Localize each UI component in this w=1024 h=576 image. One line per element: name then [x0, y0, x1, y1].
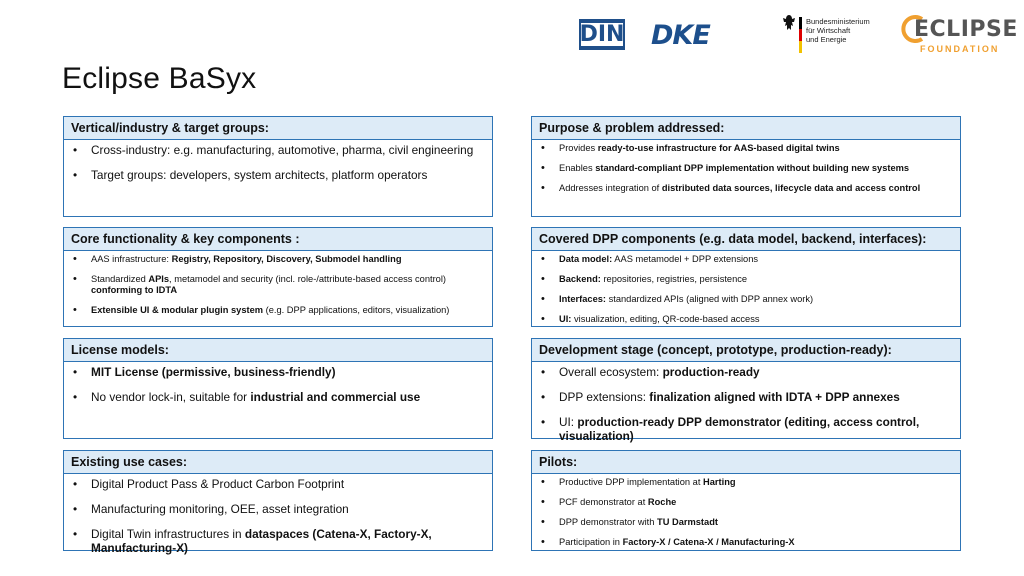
bullet-text-bold: MIT License (permissive, business-friendly): [91, 365, 336, 379]
existing-use-cases-box: [63, 450, 493, 555]
bullet-list: [64, 362, 492, 404]
bullet-item: [539, 274, 952, 285]
bullet-text: Manufacturing monitoring, OEE, asset integration: [91, 502, 349, 516]
bullet-item: [71, 477, 484, 491]
eclipse-logo-subtext: FOUNDATION: [920, 44, 1000, 54]
bullet-text: UI:: [559, 415, 578, 429]
bullet-list: [532, 362, 960, 443]
bullet-list: [532, 474, 960, 548]
bullet-text: Provides: [559, 143, 598, 153]
bullet-text-bold: industrial and commercial use: [250, 390, 421, 404]
bullet-text: AAS infrastructure:: [91, 254, 172, 264]
bullet-text: No vendor lock-in, suitable for: [91, 390, 251, 404]
box-heading: Existing use cases:: [64, 451, 492, 474]
bullet-text-bold: conforming to IDTA: [91, 285, 178, 295]
bmwi-logo: [782, 14, 882, 54]
bullet-text-bold: Registry, Repository, Discovery, Submodel handling: [171, 254, 402, 264]
bullet-text-bold: Factory-X / Catena-X / Manufacturing-X: [622, 537, 795, 547]
bullet-item: [539, 143, 952, 154]
bullet-item: [71, 254, 484, 265]
bullet-text-bold: TU Darmstadt: [657, 517, 718, 527]
box-heading: License models:: [64, 339, 492, 362]
bullet-text-bold: UI:: [559, 314, 572, 324]
bullet-text-bold: Backend:: [559, 274, 601, 284]
german-flag-bar: [799, 17, 802, 53]
bullet-text: , metamodel and security (incl. role-/attribute-based access control): [169, 274, 447, 284]
box-heading: Pilots:: [532, 451, 960, 474]
bullet-text: PCF demonstrator at: [559, 497, 648, 507]
box-heading: Purpose & problem addressed:: [532, 117, 960, 140]
bullet-text: standardized APIs (aligned with DPP annex work): [606, 294, 814, 304]
bullet-item: [539, 254, 952, 265]
license-models-box: [63, 338, 493, 439]
core-functionality-box: [63, 227, 493, 327]
bullet-list: [64, 251, 492, 316]
bullet-text: repositories, registries, persistence: [600, 274, 748, 284]
box-heading: Covered DPP components (e.g. data model, backend, interfaces):: [532, 228, 960, 251]
eclipse-foundation-logo: [900, 14, 1018, 56]
bullet-text: Digital Product Pass & Product Carbon Footprint: [91, 477, 345, 491]
vertical-industry-box: [63, 116, 493, 217]
bullet-text-bold: ready-to-use infrastructure for AAS-based digital twins: [597, 143, 840, 153]
partner-logos: [0, 10, 1024, 60]
bullet-item: [71, 390, 484, 404]
bullet-text: visualization, editing, QR-code-based access: [571, 314, 760, 324]
bullet-item: [539, 163, 952, 174]
bullet-item: [539, 294, 952, 305]
bullet-item: [539, 497, 952, 508]
bullet-text: Digital Twin infrastructures in: [91, 527, 245, 541]
bullet-item: [539, 517, 952, 528]
page-title: Eclipse BaSyx: [62, 62, 257, 95]
bullet-text-bold: standard-compliant DPP implementation without building new systems: [595, 163, 910, 173]
bullet-item: [71, 143, 484, 157]
bullet-text: Target groups: developers, system architects, platform operators: [91, 168, 428, 182]
bullet-text-bold: Interfaces:: [559, 294, 607, 304]
bullet-text: Overall ecosystem:: [559, 365, 663, 379]
bullet-text: Cross-industry: e.g. manufacturing, automotive, pharma, civil engineering: [91, 143, 474, 157]
eagle-icon: [782, 14, 796, 32]
covered-dpp-box: [531, 227, 961, 327]
box-heading: Core functionality & key components :: [64, 228, 492, 251]
bullet-list: [532, 140, 960, 194]
eclipse-logo-text: ECLIPSE: [914, 17, 1018, 42]
bullet-text-bold: production-ready: [662, 365, 760, 379]
purpose-box: [531, 116, 961, 217]
bullet-text: AAS metamodel + DPP extensions: [612, 254, 759, 264]
bullet-text: DPP extensions:: [559, 390, 650, 404]
bullet-item: [71, 168, 484, 182]
bullet-list: [532, 251, 960, 325]
bullet-list: [64, 474, 492, 555]
bullet-text-bold: Roche: [647, 497, 677, 507]
bullet-text-bold: dataspaces (Catena-X, Factory-X, Manufacturing-X): [91, 527, 432, 555]
bullet-text: (e.g. DPP applications, editors, visualization): [263, 305, 450, 315]
box-heading: Vertical/industry & target groups:: [64, 117, 492, 140]
bullet-text: Productive DPP implementation at: [559, 477, 704, 487]
bullet-text: Enables: [559, 163, 596, 173]
bullet-item: [539, 390, 952, 404]
bullet-item: [71, 527, 484, 555]
bmwi-logo-text: Bundesministerium für Wirtschaft und Energie: [806, 17, 870, 44]
bullet-text-bold: finalization aligned with IDTA + DPP annexes: [649, 390, 900, 404]
bullet-text-bold: Extensible UI & modular plugin system: [91, 305, 264, 315]
bullet-text: DPP demonstrator with: [559, 517, 658, 527]
bullet-item: [539, 415, 952, 443]
bullet-item: [71, 305, 484, 316]
bullet-item: [539, 314, 952, 325]
bullet-item: [539, 537, 952, 548]
bullet-text-bold: APIs: [148, 274, 170, 284]
development-stage-box: [531, 338, 961, 443]
bullet-text-bold: Data model:: [559, 254, 613, 264]
box-heading: Development stage (concept, prototype, production-ready):: [532, 339, 960, 362]
bullet-item: [71, 274, 484, 296]
bullet-item: [539, 365, 952, 379]
bullet-text-bold: Harting: [703, 477, 736, 487]
bullet-text-bold: distributed data sources, lifecycle data and access control: [661, 183, 921, 193]
bullet-item: [539, 183, 952, 194]
din-logo: DIN: [579, 19, 625, 50]
dke-logo: DKE: [651, 20, 710, 51]
bullet-item: [71, 365, 484, 379]
pilots-box: [531, 450, 961, 551]
bullet-item: [71, 502, 484, 516]
bullet-text: Addresses integration of: [559, 183, 662, 193]
bullet-text: Participation in: [559, 537, 623, 547]
bullet-item: [539, 477, 952, 488]
bullet-text-bold: production-ready DPP demonstrator (editing, access control, visualization): [559, 415, 920, 443]
bullet-text: Standardized: [91, 274, 149, 284]
bullet-list: [64, 140, 492, 182]
